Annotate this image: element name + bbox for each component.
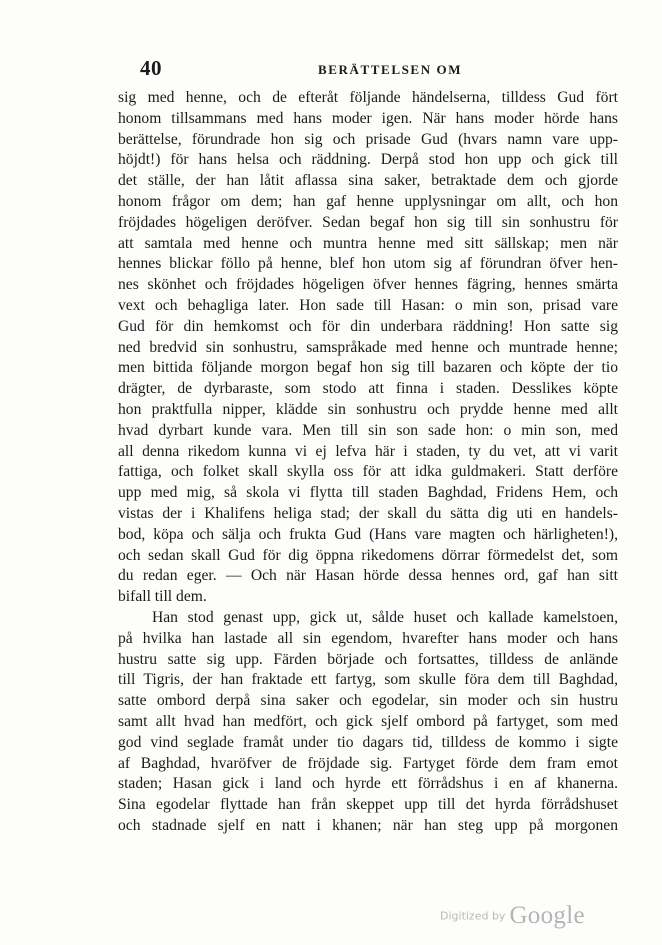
text-line: vistas der i Khalifens heliga stad; der skall du sätta dig uti en handels- (118, 504, 618, 522)
text-line: till Tigris, der han fraktade ett fartyg, som skulle föra dem till Baghdad, (118, 671, 618, 689)
text-line: bifall till dem. (118, 588, 207, 606)
text-line: af Baghdad, hvaröfver de fröjdade sig. Fartyget förde dem fram emot (118, 754, 618, 772)
text-line: Gud för din hemkomst och för din underbara räddning! Hon satte sig (118, 317, 618, 335)
text-line: satte ombord derpå sina saker och egodelar, sin moder och sin hustru (118, 692, 618, 710)
text-line: Sina egodelar flyttade han från skeppet upp till det hyrda förrådshuset (118, 796, 618, 814)
text-line: upp med mig, så skola vi flytta till staden Baghdad, Fridens Hem, och (118, 484, 618, 502)
text-line: du redan eger. — Och när Hasan hörde dessa hennes ord, gaf han sitt (118, 567, 618, 585)
running-head: BERÄTTELSEN OM (318, 62, 463, 77)
text-line: och stadnade sjelf en natt i khanen; när han steg upp på morgonen (118, 816, 618, 834)
page-header (118, 56, 618, 82)
page-number: 40 (140, 56, 162, 80)
text-line: hennes blickar föllo på henne, blef hon utom sig af förundran öfver hen- (118, 255, 618, 273)
text-line: ned bredvid sin sonhustru, samspråkade med henne och muntrade henne; (118, 338, 618, 356)
text-line: det ställe, der han låtit aflassa sina saker, betraktade dem och gjorde (118, 172, 618, 190)
text-line: men bittida följande morgon begaf hon sig till bazaren och köpte der tio (118, 359, 618, 377)
google-logo: Google (509, 902, 585, 929)
text-line: bod, köpa och sälja och frukta Gud (Hans vare magten och härligheten!), (118, 525, 618, 543)
text-line: fröjdades högeligen deröfver. Sedan begaf hon sig till sin sonhustru för (118, 213, 618, 231)
text-line: samt allt hvad han medfört, och gick sjelf ombord på fartyget, som med (118, 712, 618, 730)
text-line: god vind seglade framåt under tio dagars tid, tilldess de kommo i sigte (118, 733, 618, 751)
text-line: honom frågor om dem; han gaf henne upplysningar om allt, och hon (118, 192, 618, 210)
google-watermark (440, 902, 610, 932)
text-line: honom tillsammans med hans moder igen. När hans moder hörde hans (118, 109, 618, 127)
text-line: all denna rikedom kunna vi ej lefva här i staden, ty du vet, att vi varit (118, 442, 618, 460)
watermark-prefix: Digitized by (440, 909, 506, 923)
text-line: Han stod genast upp, gick ut, sålde huset och kallade kamelstoen, (152, 608, 618, 626)
text-line: fattiga, och folket skall skylla oss för att idka guldmakeri. Statt derföre (118, 463, 618, 481)
text-line: hustru satte sig upp. Färden började och fortsattes, tilldess de anlände (118, 650, 618, 668)
text-line: på hvilka han lastade all sin egendom, hvarefter hans moder och hans (118, 629, 618, 647)
body-text (118, 88, 618, 837)
paragraph (118, 88, 618, 608)
text-line: vext och behagliga later. Hon sade till Hasan: o min son, prisad vare (118, 296, 618, 314)
text-line: sig med henne, och de efteråt följande händelserna, tilldess Gud fört (118, 89, 618, 106)
text-line: hon praktfulla nipper, klädde sin sonhustru och prydde henne med allt (118, 400, 618, 418)
text-line: nes skönhet och fröjdades högeligen öfver hennes fägring, hennes smärta (118, 276, 618, 294)
paragraph (118, 608, 618, 837)
text-line: och sedan skall Gud för dig öppna rikedomens dörrar förmedelst det, som (118, 546, 618, 564)
text-line: höjdt!) för hans helsa och räddning. Derpå stod hon upp och gick till (118, 151, 618, 169)
text-line: hvad dyrbart kunde vara. Men till sin son sade hon: o min son, med (118, 421, 618, 439)
text-line: staden; Hasan gick i land och hyrde ett förrådshus i en af khanerna. (118, 775, 618, 793)
text-line: drägter, de dyrbaraste, som stodo att finna i staden. Desslikes köpte (118, 380, 618, 398)
text-line: att samtala med henne och muntra henne med sitt sällskap; men när (118, 234, 618, 252)
text-line: berättelse, förundrade hon sig och prisade Gud (hvars namn vare upp- (118, 130, 618, 148)
